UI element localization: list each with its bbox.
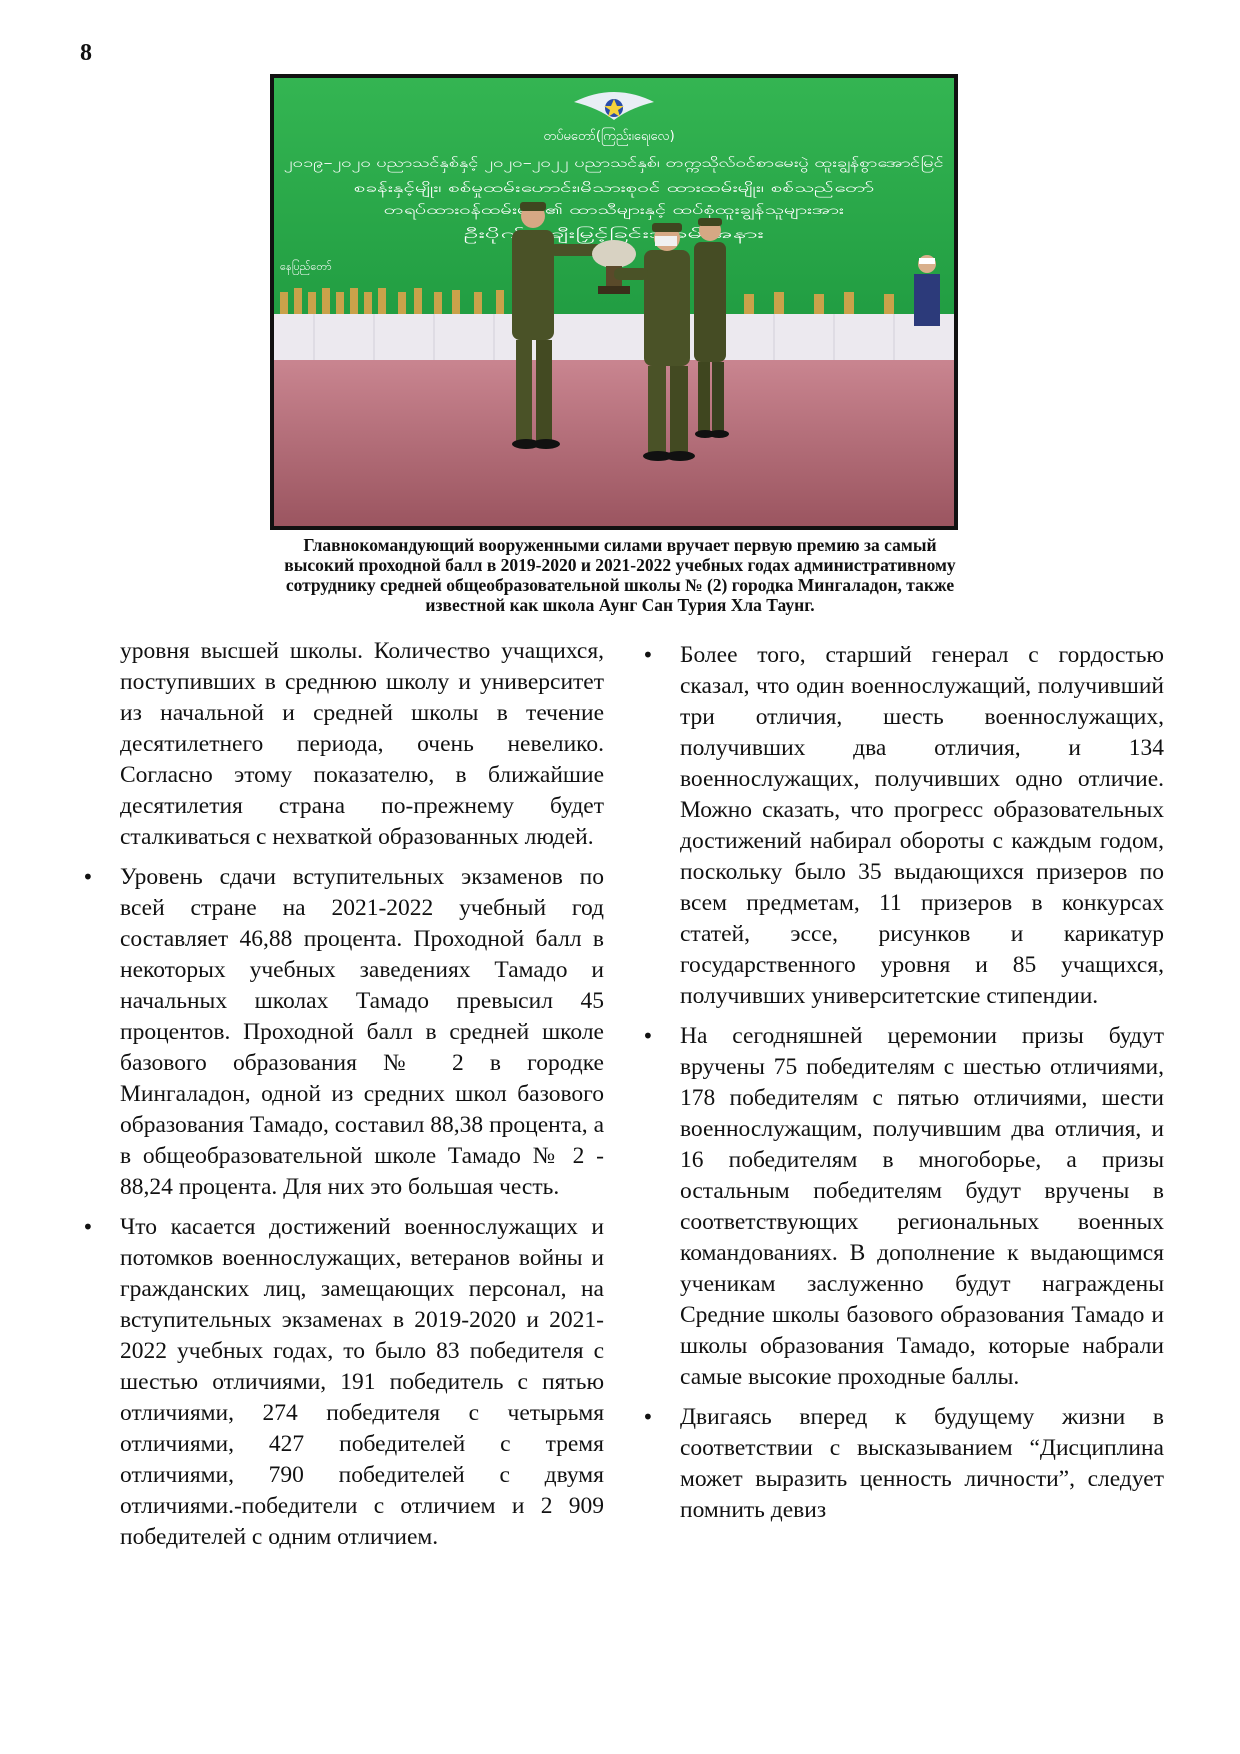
presentation-table [274,314,954,360]
caption-line-3: сотруднику средней общеобразовательной школы № (2) городка Мингаладон, также [285,575,955,595]
photo-caption [200,535,1040,615]
caption-line-1: Главнокомандующий вооруженными силами вручает первую премию за самый [303,535,937,555]
page-number: 8 [80,40,92,66]
ceremony-scene [274,78,954,526]
stage-floor [274,360,954,526]
caption-line-4: известной как школа Аунг Сан Турия Хла Таунг. [425,595,815,615]
banner-line-1: တပ်မတော်(ကြည်း၊ရေ၊လေ) [543,129,675,144]
bullet-paragraph: • Уровень сдачи вступительных экзаменов по всей стране на 2021-2022 учебный год составляет 46,88 процента. Проходной балл в некоторых учебных заведениях Тамадо и начальных школах Тамадо превысил 45 процентов. Проходной балл в средней школе базового образования № 2 в городке Мингаладон, одной из средних школ базового образования Тамадо, составил 88,38 процента, а в общеобразовательной школе Тамадо № 2 - 88,24 процента. Для них это большая честь. [120,862,604,1203]
banner-line-3: စခန်းနှင့်မျိုး၊ စစ်မှုထမ်းဟောင်း၊မိသားစုဝင် ထားထမ်းမျိုး၊ စစ်သည်တော် [354,181,657,195]
bullet-paragraph: • Что касается достижений военнослужащих и потомков военнослужащих, ветеранов войны и гражданских лиц, замещающих персонал, на вступительных экзаменах в 2019-2020 и 2021-2022 учебных годах, то было 83 победителя с шестью отличиями, 191 победитель с пятью отличиями, 274 победителя с четырьмя отличиями, 427 победителей с тремя отличиями, 790 победителей с двумя отличиями.-победители с отличием и 2 909 победителей с одним отличием. [120,1212,604,1553]
left-text-column [120,636,604,1562]
caption-line-2: высокий проходной балл в 2019-2020 и 2021-2022 учебных годах административному [284,555,956,575]
award-ceremony-photo [270,74,958,530]
banner-line-2: ၂၀၁၉–၂၀၂၀ ပညာသင်နှစ်နှင့် ၂၀၂၀–၂၀၂၂ ပညာသင်နှစ်၊ တက္ကသိုလ်ဝင်စာမေးပွဲ ထူးချွန်စွာအောင်မြင် [284,156,721,170]
bullet-paragraph: • На сегодняшней церемонии призы будут вручены 75 победителям с шестью отличиями, 178 победителям с пятью отличиями, шести военнослужащим, получившим два отличия, и 16 победителям в многоборье, а призы остальным победителям будут вручены в соответствующих региональных военных командованиях. В дополнение к выдающимся ученикам заслуженно будут награждены Средние школы базового образования Тамадо и школы образования Тамадо, которые набрали самые высокие проходные баллы. [680,1021,1164,1393]
right-text-column [680,640,1164,1535]
continuation-paragraph: уровня высшей школы. Количество учащихся, поступивших в среднюю школу и университет из начальной и средней школы в течение десятилетнего периода, очень невелико. Согласно этому показателю, в ближайшие десятилетия страна по-прежнему будет сталкиваться с нехваткой образованных людей. [120,638,604,850]
banner-left-fragment: နေပြည်တော် [280,260,332,273]
bullet-paragraph: • Двигаясь вперед к будущему жизни в соответствии с высказыванием “Дисциплина может выразить ценность личности”, следует помнить девиз [680,1402,1164,1526]
bullet-paragraph: • Более того, старший генерал с гордостью сказал, что один военнослужащий, получивший три отличия, шесть военнослужащих, получивших два отличия, и 134 военнослужащих, получивших одно отличие. Можно сказать, что прогресс образовательных достижений набирал обороты с каждым годом, поскольку было 35 выдающихся призеров по всем предметам, 11 призеров в конкурсах статей, эссе, рисунков и карикатур государственного уровня и 85 учащихся, получивших университетские стипендии. [680,640,1164,1012]
